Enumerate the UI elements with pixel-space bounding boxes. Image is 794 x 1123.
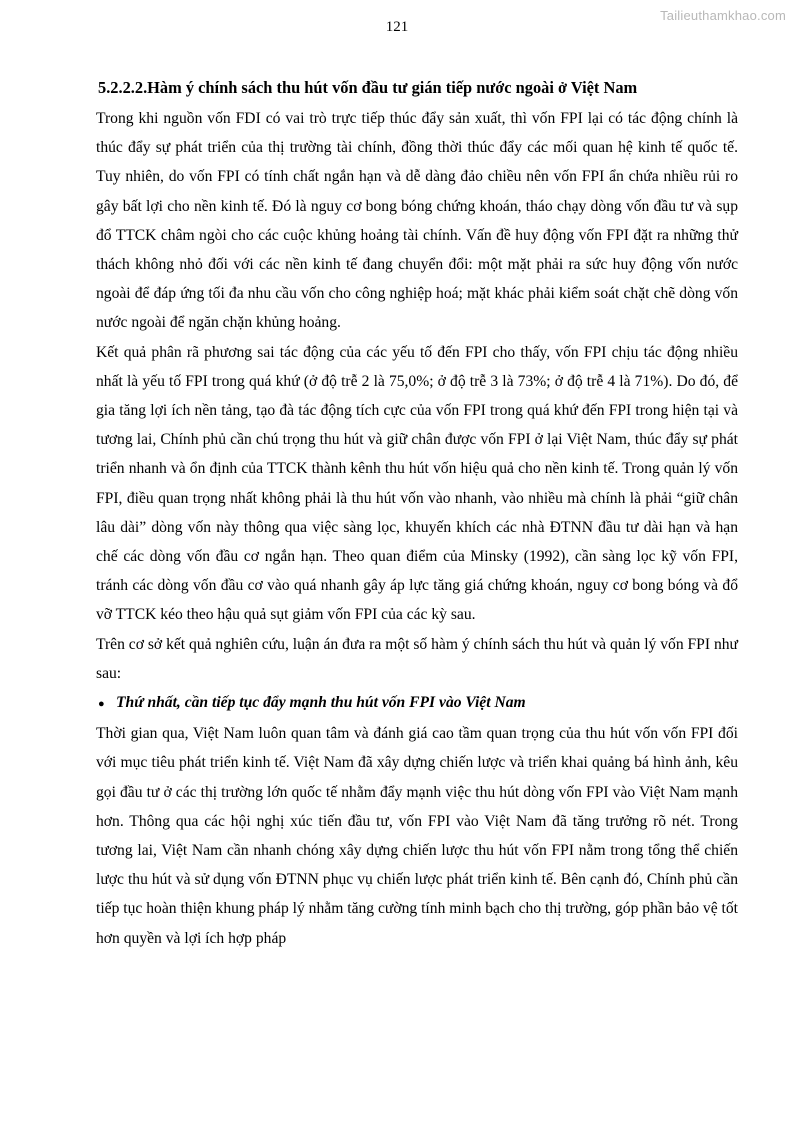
paragraph-intro: Trong khi nguồn vốn FDI có vai trò trực tiếp thúc đẩy sản xuất, thì vốn FPI lại có tác động chính là thúc đẩy sự phát triển của thị trường tài chính, đồng thời thúc đẩy các mối quan hệ kinh tế quốc tế. Tuy nhiên, do vốn FPI có tính chất ngắn hạn và dễ dàng đảo chiều nên vốn FPI ẩn chứa nhiều rủi ro gây bất lợi cho nền kinh tế. Đó là nguy cơ bong bóng chứng khoán, tháo chạy dòng vốn đầu tư và sụp đổ TTCK châm ngòi cho các cuộc khủng hoảng tài chính. Vấn đề huy động vốn FPI đặt ra những thử thách không nhỏ đối với các nền kinh tế đang chuyển đổi: một mặt phải ra sức huy động vốn nước ngoài để đáp ứng tối đa nhu cầu vốn cho công nghiệp hoá; mặt khác phải kiểm soát chặt chẽ dòng vốn nước ngoài để ngăn chặn khủng hoảng. bbox=[96, 110, 738, 332]
bullet-item bbox=[96, 688, 738, 719]
bullet-dot-icon: ● bbox=[98, 698, 105, 711]
paragraph-policy-intro: Trên cơ sở kết quả nghiên cứu, luận án đưa ra một số hàm ý chính sách thu hút và quản lý vốn FPI như sau: bbox=[96, 635, 738, 682]
document-body bbox=[96, 74, 738, 953]
page-number: 121 bbox=[385, 19, 409, 35]
watermark: Tailieuthamkhao.com bbox=[660, 8, 786, 23]
paragraph-variance-results: Kết quả phân rã phương sai tác động của các yếu tố đến FPI cho thấy, vốn FPI chịu tác động nhiều nhất là yếu tố FPI trong quá khứ (ở độ trễ 2 là 75,0%; ở độ trễ 3 là 73%; ở độ trễ 4 là 71%). Do đó, để gia tăng lợi ích nền tảng, tạo đà tác động tích cực của vốn FPI trong quá khứ đến FPI trong hiện tại và tương lai, Chính phủ cần chú trọng thu hút và giữ chân được vốn FPI ở lại Việt Nam, thúc đẩy sự phát triển nhanh và ổn định của TTCK thành kênh thu hút vốn hiệu quả cho nền kinh tế. Trong quản lý vốn FPI, điều quan trọng nhất không phải là thu hút vốn vào nhanh, vào nhiều mà chính là phải “giữ chân lâu dài” dòng vốn này thông qua việc sàng lọc, khuyến khích các nhà ĐTNN đầu tư dài hạn và hạn chế các dòng vốn đầu cơ ngắn hạn. Theo quan điểm của Minsky (1992), cần sàng lọc kỹ vốn FPI, tránh các dòng vốn đầu cơ vào quá nhanh gây áp lực tăng giá chứng khoán, nguy cơ bong bóng và đổ vỡ TTCK kéo theo hậu quả sụt giảm vốn FPI của các kỳ sau. bbox=[96, 343, 738, 624]
paragraph-final: Thời gian qua, Việt Nam luôn quan tâm và đánh giá cao tầm quan trọng của thu hút vốn vốn FPI đối với mục tiêu phát triển kinh tế. Việt Nam đã xây dựng chiến lược và triển khai quảng bá hình ảnh, kêu gọi đầu tư ở các thị trường lớn quốc tế nhằm đẩy mạnh việc thu hút dòng vốn FPI vào Việt Nam mạnh hơn. Thông qua các hội nghị xúc tiến đầu tư, vốn FPI vào Việt Nam đã tăng trưởng rõ nét. Trong tương lai, Việt Nam cần nhanh chóng xây dựng chiến lược thu hút vốn FPI nằm trong tổng thể chiến lược thu hút và sử dụng vốn ĐTNN phục vụ chiến lược phát triển kinh tế. Bên cạnh đó, Chính phủ cần tiếp tục hoàn thiện khung pháp lý nhằm tăng cường tính minh bạch cho thị trường, góp phần bảo vệ tốt hơn quyền và lợi ích hợp pháp bbox=[96, 725, 738, 947]
section-heading: 5.2.2.2.Hàm ý chính sách thu hút vốn đầu tư gián tiếp nước ngoài ở Việt Nam bbox=[98, 78, 638, 97]
bullet-text: Thứ nhất, cần tiếp tục đẩy mạnh thu hút vốn FPI vào Việt Nam bbox=[116, 694, 526, 712]
